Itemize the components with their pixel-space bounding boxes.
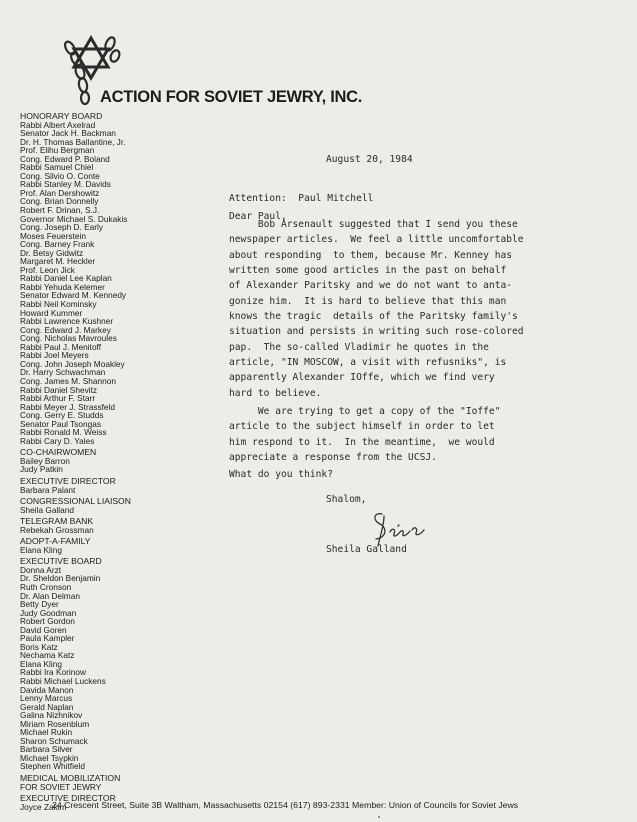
sidebar-section-heading: ADOPT-A-FAMILY <box>20 536 91 547</box>
sidebar-name: David Goren <box>20 624 67 635</box>
letter-line: pap. The so-called Vladimir he quotes in the <box>229 341 489 353</box>
sidebar-name: Rabbi Meyer J. Strassfeld <box>20 401 115 412</box>
letter-line: him respond to it. In the meantime, we would <box>229 436 495 448</box>
sidebar-name: Elana Kling <box>20 658 62 669</box>
sidebar-name: Michael Rukin <box>20 727 73 738</box>
sidebar-name: Rabbi Paul J. Menitoff <box>20 341 102 352</box>
sidebar-name: Joyce Zakim <box>20 801 67 812</box>
sidebar-name: Miriam Rosenblum <box>20 718 90 729</box>
sidebar-section-heading: EXECUTIVE DIRECTOR <box>20 475 116 486</box>
letter-line: knows the tragic details of the Paritsky family's <box>229 311 518 323</box>
sidebar-name: Senator Edward M. Kennedy <box>20 290 127 301</box>
sidebar-name: Rabbi Lawrence Kushner <box>20 316 114 327</box>
sidebar-name: Dr. H. Thomas Ballantine, Jr. <box>20 136 126 147</box>
salutation: Dear Paul, <box>229 211 287 222</box>
paper-speck <box>378 816 380 818</box>
sidebar-name: Betty Dyer <box>20 599 59 610</box>
sidebar-name: Dr. Alan Delman <box>20 590 80 601</box>
sidebar-name: Moses Feuerstein <box>20 230 86 241</box>
sidebar-name: Rabbi Arthur F. Starr <box>20 393 96 404</box>
sidebar-name: Rabbi Ira Korinow <box>20 667 86 678</box>
sidebar-name: Cong. Brian Donnelly <box>20 196 99 207</box>
letter-line: article, "IN MOSCOW, a visit with refusniks", is <box>229 357 507 369</box>
letter-line: article to the subject himself in order to let <box>229 421 495 433</box>
letter-line: apparently Alexander IOffe, which we find very <box>229 372 495 384</box>
signer-name: Sheila Galland <box>326 544 407 555</box>
sidebar-name: Robert Gordon <box>20 616 75 627</box>
letter-line: Bob Arsenault suggested that I send you these <box>229 219 518 230</box>
sidebar-name: Cong. Gerry E. Studds <box>20 410 104 421</box>
letter-line: We are trying to get a copy of the "Ioffe" <box>229 406 501 417</box>
letter-line: newspaper articles. We feel a little uncomfortable <box>229 234 524 246</box>
attention-line: Attention: Paul Mitchell <box>229 193 374 204</box>
sidebar-name: Rabbi Daniel Shevitz <box>20 384 98 395</box>
sidebar-name: Galina Nizhnikov <box>20 710 83 721</box>
sidebar-section-heading: CONGRESSIONAL LIAISON <box>20 496 131 507</box>
sidebar-name: Senator Paul Tsongas <box>20 418 102 429</box>
letter-line: written some good articles in the past on behalf <box>229 265 507 277</box>
sidebar-name: Senator Jack H. Backman <box>20 128 116 139</box>
sidebar-name: Prof. Elihu Bergman <box>20 145 95 156</box>
letter-date: August 20, 1984 <box>326 154 413 165</box>
sidebar-name: Barbara Silver <box>20 744 73 755</box>
sidebar-name: Cong. Barney Frank <box>20 239 95 250</box>
sidebar-name: Cong. Joseph D. Early <box>20 222 104 233</box>
sidebar-name: Rabbi Neil Kominsky <box>20 299 97 310</box>
sidebar-name: Paula Kampler <box>20 633 75 644</box>
sidebar-name: FOR SOVIET JEWRY <box>20 781 102 792</box>
sidebar-name: Rabbi Stanley M. Davids <box>20 179 111 190</box>
sidebar-name: Rabbi Samuel Chiel <box>20 162 94 173</box>
sidebar-section-heading: CO-CHAIRWOMEN <box>20 447 97 458</box>
letter-line: appreciate a response from the UCSJ. <box>229 452 437 464</box>
closing-question: What do you think? <box>229 469 333 480</box>
sidebar-name: Rabbi Michael Luckens <box>20 676 106 686</box>
sidebar-name: Rabbi Joel Meyers <box>20 350 89 361</box>
sidebar-section-heading: MEDICAL MOBILIZATION <box>20 773 121 784</box>
sidebar-name: Rabbi Albert Axelrad <box>20 119 96 130</box>
sidebar-name: Davida Manon <box>20 684 74 695</box>
sidebar-name: Judy Patkin <box>20 464 63 475</box>
sidebar-name: Cong. Edward P. Boland <box>20 153 110 164</box>
sidebar-name: Rabbi Cary D. Yales <box>20 435 95 446</box>
sidebar-name: Governor Michael S. Dukakis <box>20 213 128 224</box>
paragraph-2 <box>229 404 500 465</box>
closing: Shalom, <box>326 494 367 505</box>
sidebar-name: Prof. Alan Dershowitz <box>20 187 100 198</box>
sidebar-name: Dr. Sheldon Benjamin <box>20 573 101 584</box>
sidebar-name: Robert F. Drinan, S.J. <box>20 205 100 216</box>
sidebar-name: Margaret M. Heckler <box>20 256 96 267</box>
sidebar-name: Elana Kling <box>20 544 62 555</box>
sidebar-name: Rabbi Ronald M. Weiss <box>20 427 107 438</box>
sidebar-name: Dr. Betsy Gidwitz <box>20 247 84 258</box>
sidebar-name: Cong. Silvio O. Conte <box>20 170 100 181</box>
letter-line: about responding to them, because Mr. Kenney has <box>229 249 513 261</box>
sidebar-name: Stephen Whitfield <box>20 761 86 772</box>
sidebar-name: Nechama Katz <box>20 650 75 661</box>
sidebar-name: Barbara Palant <box>20 484 76 495</box>
sidebar-name: Rabbi Daniel Lee Kaplan <box>20 273 112 284</box>
sidebar-name: Prof. Leon Jick <box>20 264 75 275</box>
sidebar-name: Cong. John Joseph Moakley <box>20 358 125 369</box>
sidebar-section-heading: TELEGRAM BANK <box>20 516 94 527</box>
sidebar-section-heading: HONORARY BOARD <box>20 111 103 121</box>
letter-line: situation and persists in writing such rose-colored <box>229 326 524 338</box>
sidebar-name: Cong. Nicholas Mavroules <box>20 333 117 344</box>
sidebar-name: Sheila Galland <box>20 504 74 515</box>
organization-name: ACTION FOR SOVIET JEWRY, INC. <box>100 88 363 106</box>
sidebar-name: Rebekah Grossman <box>20 524 94 535</box>
sidebar-name: Howard Kummer <box>20 307 83 318</box>
letter-line: of Alexander Paritsky and we do not want to anta- <box>229 280 513 292</box>
sidebar-name: Bailey Barron <box>20 455 70 466</box>
sidebar-section-heading: EXECUTIVE BOARD <box>20 556 102 567</box>
sidebar-name: Dr. Harry Schwachman <box>20 367 106 378</box>
sidebar-name: Rabbi Yehuda Kelemer <box>20 281 105 292</box>
letter-line: gonize him. It is hard to believe that this man <box>229 295 507 307</box>
sidebar-name: Donna Arzt <box>20 564 62 575</box>
letterhead-footer: 24 Crescent Street, Suite 3B Waltham, Massachusetts 02154 (617) 893-2331 Member: Union of Councils for Soviet Jews <box>52 800 519 810</box>
sidebar-name: Gerald Naplan <box>20 701 74 712</box>
sidebar-name: Cong. Edward J. Markey <box>20 324 111 335</box>
sidebar-name: Lenny Marcus <box>20 693 73 704</box>
paragraph-1 <box>229 217 524 401</box>
sidebar-name: Ruth Cronson <box>20 581 72 592</box>
sidebar-section-heading: EXECUTIVE DIRECTOR <box>20 793 116 804</box>
sidebar-name: Cong. James M. Shannon <box>20 375 116 386</box>
sidebar-name: Michael Tsypkin <box>20 752 79 763</box>
letter-line: hard to believe. <box>229 387 322 399</box>
sidebar-name: Boris Katz <box>20 641 58 652</box>
sidebar-name: Judy Goodman <box>20 607 77 618</box>
sidebar-name: Sharon Schumack <box>20 735 88 746</box>
